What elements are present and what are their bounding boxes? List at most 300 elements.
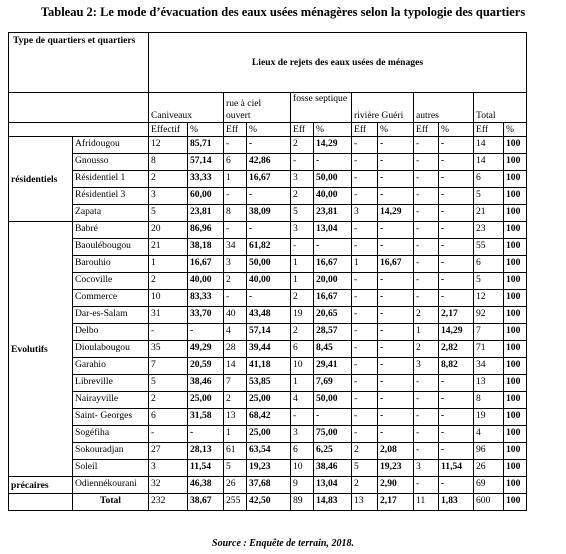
value-cell: - (414, 290, 439, 307)
value-cell: 3 (149, 188, 188, 205)
value-cell: 5 (224, 460, 247, 477)
value-cell: - (352, 375, 378, 392)
value-cell: - (378, 324, 414, 341)
value-cell: 37,68 (247, 477, 291, 494)
value-cell: 71 (474, 341, 504, 358)
value-cell: 7,69 (314, 375, 352, 392)
table-row (9, 426, 527, 443)
total-spacer (9, 494, 73, 511)
value-cell: 21 (149, 239, 188, 256)
value-cell: - (414, 154, 439, 171)
quartier-name: Dar-es-Salam (73, 307, 149, 324)
value-cell: - (414, 477, 439, 494)
group-label: Evolutifs (9, 222, 73, 477)
quartier-name: Résidentiel 3 (73, 188, 149, 205)
value-cell: 1 (149, 256, 188, 273)
subheader-cell: % (247, 123, 291, 137)
category-header-row (9, 93, 527, 123)
value-cell: - (378, 273, 414, 290)
value-cell: - (439, 256, 474, 273)
value-cell: - (414, 171, 439, 188)
total-row (9, 494, 527, 511)
value-cell: 5 (149, 375, 188, 392)
table-row (9, 137, 527, 154)
quartier-name: Babré (73, 222, 149, 239)
value-cell: 61,82 (247, 239, 291, 256)
header-type: Type de quartiers et quartiers (9, 33, 149, 93)
value-cell: 8,82 (439, 358, 474, 375)
value-cell: - (247, 137, 291, 154)
quartier-name: Saint- Georges (73, 409, 149, 426)
value-cell: 6 (291, 341, 314, 358)
value-cell: - (352, 239, 378, 256)
value-cell: - (439, 188, 474, 205)
value-cell: 1 (224, 171, 247, 188)
total-value-cell: 100 (504, 494, 527, 511)
total-value-cell: 600 (474, 494, 504, 511)
data-table (8, 32, 527, 511)
value-cell: - (414, 443, 439, 460)
value-cell: - (439, 137, 474, 154)
value-cell: 14,29 (378, 205, 414, 222)
value-cell: 49,29 (188, 341, 224, 358)
total-value-cell: 11 (414, 494, 439, 511)
value-cell: 2,08 (378, 443, 414, 460)
value-cell: 85,71 (188, 137, 224, 154)
value-cell: - (414, 239, 439, 256)
value-cell: 4 (291, 392, 314, 409)
value-cell: 28,57 (314, 324, 352, 341)
value-cell: - (352, 171, 378, 188)
table-row (9, 290, 527, 307)
value-cell: - (352, 409, 378, 426)
subheader-cell: % (504, 123, 527, 137)
value-cell: 5 (474, 273, 504, 290)
quartier-name: Dioulabougou (73, 341, 149, 358)
value-cell: 27 (149, 443, 188, 460)
value-cell: 25,00 (188, 392, 224, 409)
value-cell: 40,00 (314, 188, 352, 205)
value-cell: - (224, 137, 247, 154)
subheader-row (9, 123, 527, 137)
value-cell: - (414, 426, 439, 443)
value-cell: 3 (352, 205, 378, 222)
total-value-cell: 255 (224, 494, 247, 511)
value-cell: - (224, 290, 247, 307)
value-cell: 5 (352, 460, 378, 477)
value-cell: 3 (291, 426, 314, 443)
value-cell: 14 (474, 137, 504, 154)
value-cell: 1 (414, 324, 439, 341)
value-cell: 13 (224, 409, 247, 426)
table-row (9, 222, 527, 239)
value-cell: 4 (224, 324, 247, 341)
value-cell: 41,18 (247, 358, 291, 375)
table-row (9, 188, 527, 205)
value-cell: 26 (224, 477, 247, 494)
value-cell: - (149, 426, 188, 443)
value-cell: 6 (474, 171, 504, 188)
value-cell: 92 (474, 307, 504, 324)
total-value-cell: 13 (352, 494, 378, 511)
value-cell: - (314, 239, 352, 256)
value-cell: 20 (149, 222, 188, 239)
subheader-cell: % (188, 123, 224, 137)
value-cell: 42,86 (247, 154, 291, 171)
value-cell: 43,48 (247, 307, 291, 324)
total-value-cell: 14,83 (314, 494, 352, 511)
total-value-cell: 38,67 (188, 494, 224, 511)
subheader-cell: Eff (474, 123, 504, 137)
value-cell: - (414, 137, 439, 154)
value-cell: 1 (291, 256, 314, 273)
value-cell: - (378, 307, 414, 324)
category-header: fosse septique (291, 93, 352, 123)
value-cell: 20,00 (314, 273, 352, 290)
subheader-cell: Eff (414, 123, 439, 137)
value-cell: 2 (414, 341, 439, 358)
value-cell: - (414, 409, 439, 426)
source-note: Source : Enquête de terrain, 2018. (212, 538, 354, 549)
quartier-name: Sokouradjan (73, 443, 149, 460)
value-cell: 25,00 (247, 392, 291, 409)
value-cell: 40,00 (247, 273, 291, 290)
value-cell: 8,45 (314, 341, 352, 358)
value-cell: - (414, 205, 439, 222)
table-row (9, 341, 527, 358)
quartier-name: Afridougou (73, 137, 149, 154)
total-value-cell: 1,83 (439, 494, 474, 511)
value-cell: 3 (414, 358, 439, 375)
quartier-name: Nairayville (73, 392, 149, 409)
value-cell: 31,58 (188, 409, 224, 426)
value-cell: 3 (291, 171, 314, 188)
value-cell: - (378, 239, 414, 256)
value-cell: 100 (504, 358, 527, 375)
value-cell: - (352, 290, 378, 307)
value-cell: - (439, 443, 474, 460)
value-cell: 2 (224, 273, 247, 290)
value-cell: 2,17 (439, 307, 474, 324)
value-cell: - (314, 154, 352, 171)
value-cell: 20,65 (314, 307, 352, 324)
value-cell: - (414, 188, 439, 205)
value-cell: 32 (149, 477, 188, 494)
value-cell: 63,54 (247, 443, 291, 460)
value-cell: 13,04 (314, 222, 352, 239)
value-cell: 100 (504, 443, 527, 460)
value-cell: 50,00 (247, 256, 291, 273)
value-cell: - (439, 222, 474, 239)
value-cell: - (378, 426, 414, 443)
subheader-cell: Eff (224, 123, 247, 137)
subheader-cell: Effectif (149, 123, 188, 137)
value-cell: - (439, 290, 474, 307)
value-cell: 100 (504, 460, 527, 477)
value-cell: 34 (474, 358, 504, 375)
value-cell: 100 (504, 477, 527, 494)
value-cell: 96 (474, 443, 504, 460)
value-cell: 40,00 (188, 273, 224, 290)
value-cell: 100 (504, 375, 527, 392)
value-cell: 39,44 (247, 341, 291, 358)
value-cell: 40 (224, 307, 247, 324)
value-cell: - (352, 273, 378, 290)
value-cell: 14 (474, 154, 504, 171)
value-cell: 5 (474, 188, 504, 205)
table-row (9, 205, 527, 222)
subheader-cell: % (314, 123, 352, 137)
quartier-name: Commerce (73, 290, 149, 307)
value-cell: - (439, 171, 474, 188)
table-row (9, 477, 527, 494)
value-cell: - (352, 137, 378, 154)
value-cell: 29,41 (314, 358, 352, 375)
value-cell: 46,38 (188, 477, 224, 494)
value-cell: 2 (414, 307, 439, 324)
value-cell: 16,67 (314, 256, 352, 273)
value-cell: 53,85 (247, 375, 291, 392)
category-header: autres (414, 93, 474, 123)
value-cell: 1 (291, 273, 314, 290)
value-cell: 100 (504, 392, 527, 409)
value-cell: 26 (474, 460, 504, 477)
value-cell: 2,82 (439, 341, 474, 358)
value-cell: 75,00 (314, 426, 352, 443)
value-cell: 100 (504, 307, 527, 324)
value-cell: 5 (149, 205, 188, 222)
quartier-name: Garahio (73, 358, 149, 375)
quartier-name: Soleil (73, 460, 149, 477)
value-cell: - (352, 341, 378, 358)
table-row (9, 443, 527, 460)
value-cell: 23,81 (314, 205, 352, 222)
value-cell: - (414, 392, 439, 409)
value-cell: 7 (224, 375, 247, 392)
value-cell: 19 (474, 409, 504, 426)
subheader-cell: % (378, 123, 414, 137)
value-cell: - (439, 477, 474, 494)
value-cell: 33,70 (188, 307, 224, 324)
quartier-name: Baoulébougou (73, 239, 149, 256)
total-label: Total (73, 494, 149, 511)
group-label: résidentiels (9, 137, 73, 222)
value-cell: - (414, 222, 439, 239)
value-cell: 5 (291, 205, 314, 222)
value-cell: - (378, 358, 414, 375)
value-cell: 100 (504, 409, 527, 426)
value-cell: 6 (224, 154, 247, 171)
value-cell: - (439, 154, 474, 171)
group-label: précaires (9, 477, 73, 494)
value-cell: - (291, 239, 314, 256)
value-cell: - (291, 154, 314, 171)
value-cell: 10 (291, 358, 314, 375)
table-row (9, 171, 527, 188)
value-cell: - (378, 409, 414, 426)
value-cell: - (378, 341, 414, 358)
value-cell: 2 (149, 171, 188, 188)
value-cell: 3 (224, 256, 247, 273)
value-cell: 33,33 (188, 171, 224, 188)
total-value-cell: 89 (291, 494, 314, 511)
value-cell: 6 (474, 256, 504, 273)
value-cell: 28,13 (188, 443, 224, 460)
value-cell: 38,18 (188, 239, 224, 256)
header-spacer (9, 93, 149, 123)
table-row (9, 324, 527, 341)
value-cell: 100 (504, 137, 527, 154)
value-cell: 14,29 (314, 137, 352, 154)
value-cell: - (247, 290, 291, 307)
value-cell: - (439, 375, 474, 392)
table-row (9, 358, 527, 375)
value-cell: 2 (149, 273, 188, 290)
value-cell: 21 (474, 205, 504, 222)
value-cell: 100 (504, 256, 527, 273)
value-cell: 100 (504, 324, 527, 341)
value-cell: - (414, 256, 439, 273)
quartier-name: Zapata (73, 205, 149, 222)
table-body (9, 137, 527, 511)
table-row (9, 392, 527, 409)
value-cell: - (291, 409, 314, 426)
value-cell: 3 (291, 222, 314, 239)
value-cell: 8 (224, 205, 247, 222)
quartier-name: Gnousso (73, 154, 149, 171)
value-cell: - (149, 324, 188, 341)
quartier-name: Sogéfiha (73, 426, 149, 443)
value-cell: 16,67 (378, 256, 414, 273)
value-cell: 100 (504, 188, 527, 205)
header-lieux: Lieux de rejets des eaux usées de ménages (149, 33, 527, 93)
value-cell: 83,33 (188, 290, 224, 307)
total-value-cell: 42,50 (247, 494, 291, 511)
value-cell: 34 (224, 239, 247, 256)
value-cell: 2 (291, 137, 314, 154)
value-cell: 20,59 (188, 358, 224, 375)
value-cell: - (378, 188, 414, 205)
value-cell: 9 (291, 477, 314, 494)
value-cell: 10 (291, 460, 314, 477)
value-cell: - (247, 188, 291, 205)
value-cell: 3 (149, 460, 188, 477)
value-cell: 13 (474, 375, 504, 392)
table-row (9, 307, 527, 324)
category-header: rivière Guéri (352, 93, 414, 123)
value-cell: - (414, 375, 439, 392)
value-cell: - (439, 239, 474, 256)
value-cell: 14,29 (439, 324, 474, 341)
value-cell: 16,67 (314, 290, 352, 307)
value-cell: - (352, 324, 378, 341)
value-cell: 6,25 (314, 443, 352, 460)
value-cell: 2 (149, 392, 188, 409)
quartier-name: Odiennékourani (73, 477, 149, 494)
value-cell: 19 (291, 307, 314, 324)
value-cell: - (352, 307, 378, 324)
value-cell: - (378, 290, 414, 307)
value-cell: - (352, 426, 378, 443)
value-cell: 1 (291, 375, 314, 392)
value-cell: 100 (504, 154, 527, 171)
value-cell: 100 (504, 426, 527, 443)
value-cell: - (439, 273, 474, 290)
table-row (9, 239, 527, 256)
total-value-cell: 2,17 (378, 494, 414, 511)
value-cell: 35 (149, 341, 188, 358)
table-title: Tableau 2: Le mode d’évacuation des eaux usées ménagères selon la typologie des quartiers (40, 5, 526, 19)
value-cell: 100 (504, 341, 527, 358)
value-cell: 100 (504, 222, 527, 239)
value-cell: - (224, 222, 247, 239)
value-cell: 61 (224, 443, 247, 460)
table-row (9, 256, 527, 273)
value-cell: 57,14 (188, 154, 224, 171)
value-cell: 13,04 (314, 477, 352, 494)
value-cell: 57,14 (247, 324, 291, 341)
value-cell: 100 (504, 205, 527, 222)
value-cell: - (247, 222, 291, 239)
value-cell: 25,00 (247, 426, 291, 443)
value-cell: - (352, 188, 378, 205)
value-cell: 100 (504, 239, 527, 256)
value-cell: - (414, 273, 439, 290)
value-cell: - (439, 409, 474, 426)
table-row (9, 273, 527, 290)
value-cell: 11,54 (188, 460, 224, 477)
value-cell: 38,46 (314, 460, 352, 477)
value-cell: 11,54 (439, 460, 474, 477)
quartier-name: Résidentiel 1 (73, 171, 149, 188)
value-cell: - (352, 154, 378, 171)
value-cell: 6 (149, 409, 188, 426)
value-cell: 68,42 (247, 409, 291, 426)
value-cell: - (352, 222, 378, 239)
value-cell: 2 (291, 290, 314, 307)
value-cell: - (378, 392, 414, 409)
value-cell: 55 (474, 239, 504, 256)
value-cell: 100 (504, 290, 527, 307)
value-cell: 38,46 (188, 375, 224, 392)
value-cell: 3 (414, 460, 439, 477)
value-cell: 50,00 (314, 171, 352, 188)
quartier-name: Libreville (73, 375, 149, 392)
value-cell: - (378, 222, 414, 239)
quartier-name: Barouhio (73, 256, 149, 273)
table-row (9, 375, 527, 392)
value-cell: 2 (291, 188, 314, 205)
value-cell: 2 (291, 324, 314, 341)
value-cell: 8 (474, 392, 504, 409)
value-cell: 12 (149, 137, 188, 154)
subheader-cell: Eff (291, 123, 314, 137)
category-header: Caniveaux (149, 93, 224, 123)
value-cell: 8 (149, 154, 188, 171)
value-cell: 16,67 (188, 256, 224, 273)
value-cell: 28 (224, 341, 247, 358)
value-cell: 1 (352, 256, 378, 273)
value-cell: - (352, 358, 378, 375)
value-cell: 2 (352, 443, 378, 460)
value-cell: 38,09 (247, 205, 291, 222)
value-cell: 1 (224, 426, 247, 443)
total-value-cell: 232 (149, 494, 188, 511)
value-cell: 50,00 (314, 392, 352, 409)
quartier-name: Cocoville (73, 273, 149, 290)
value-cell: 7 (149, 358, 188, 375)
value-cell: 86,96 (188, 222, 224, 239)
